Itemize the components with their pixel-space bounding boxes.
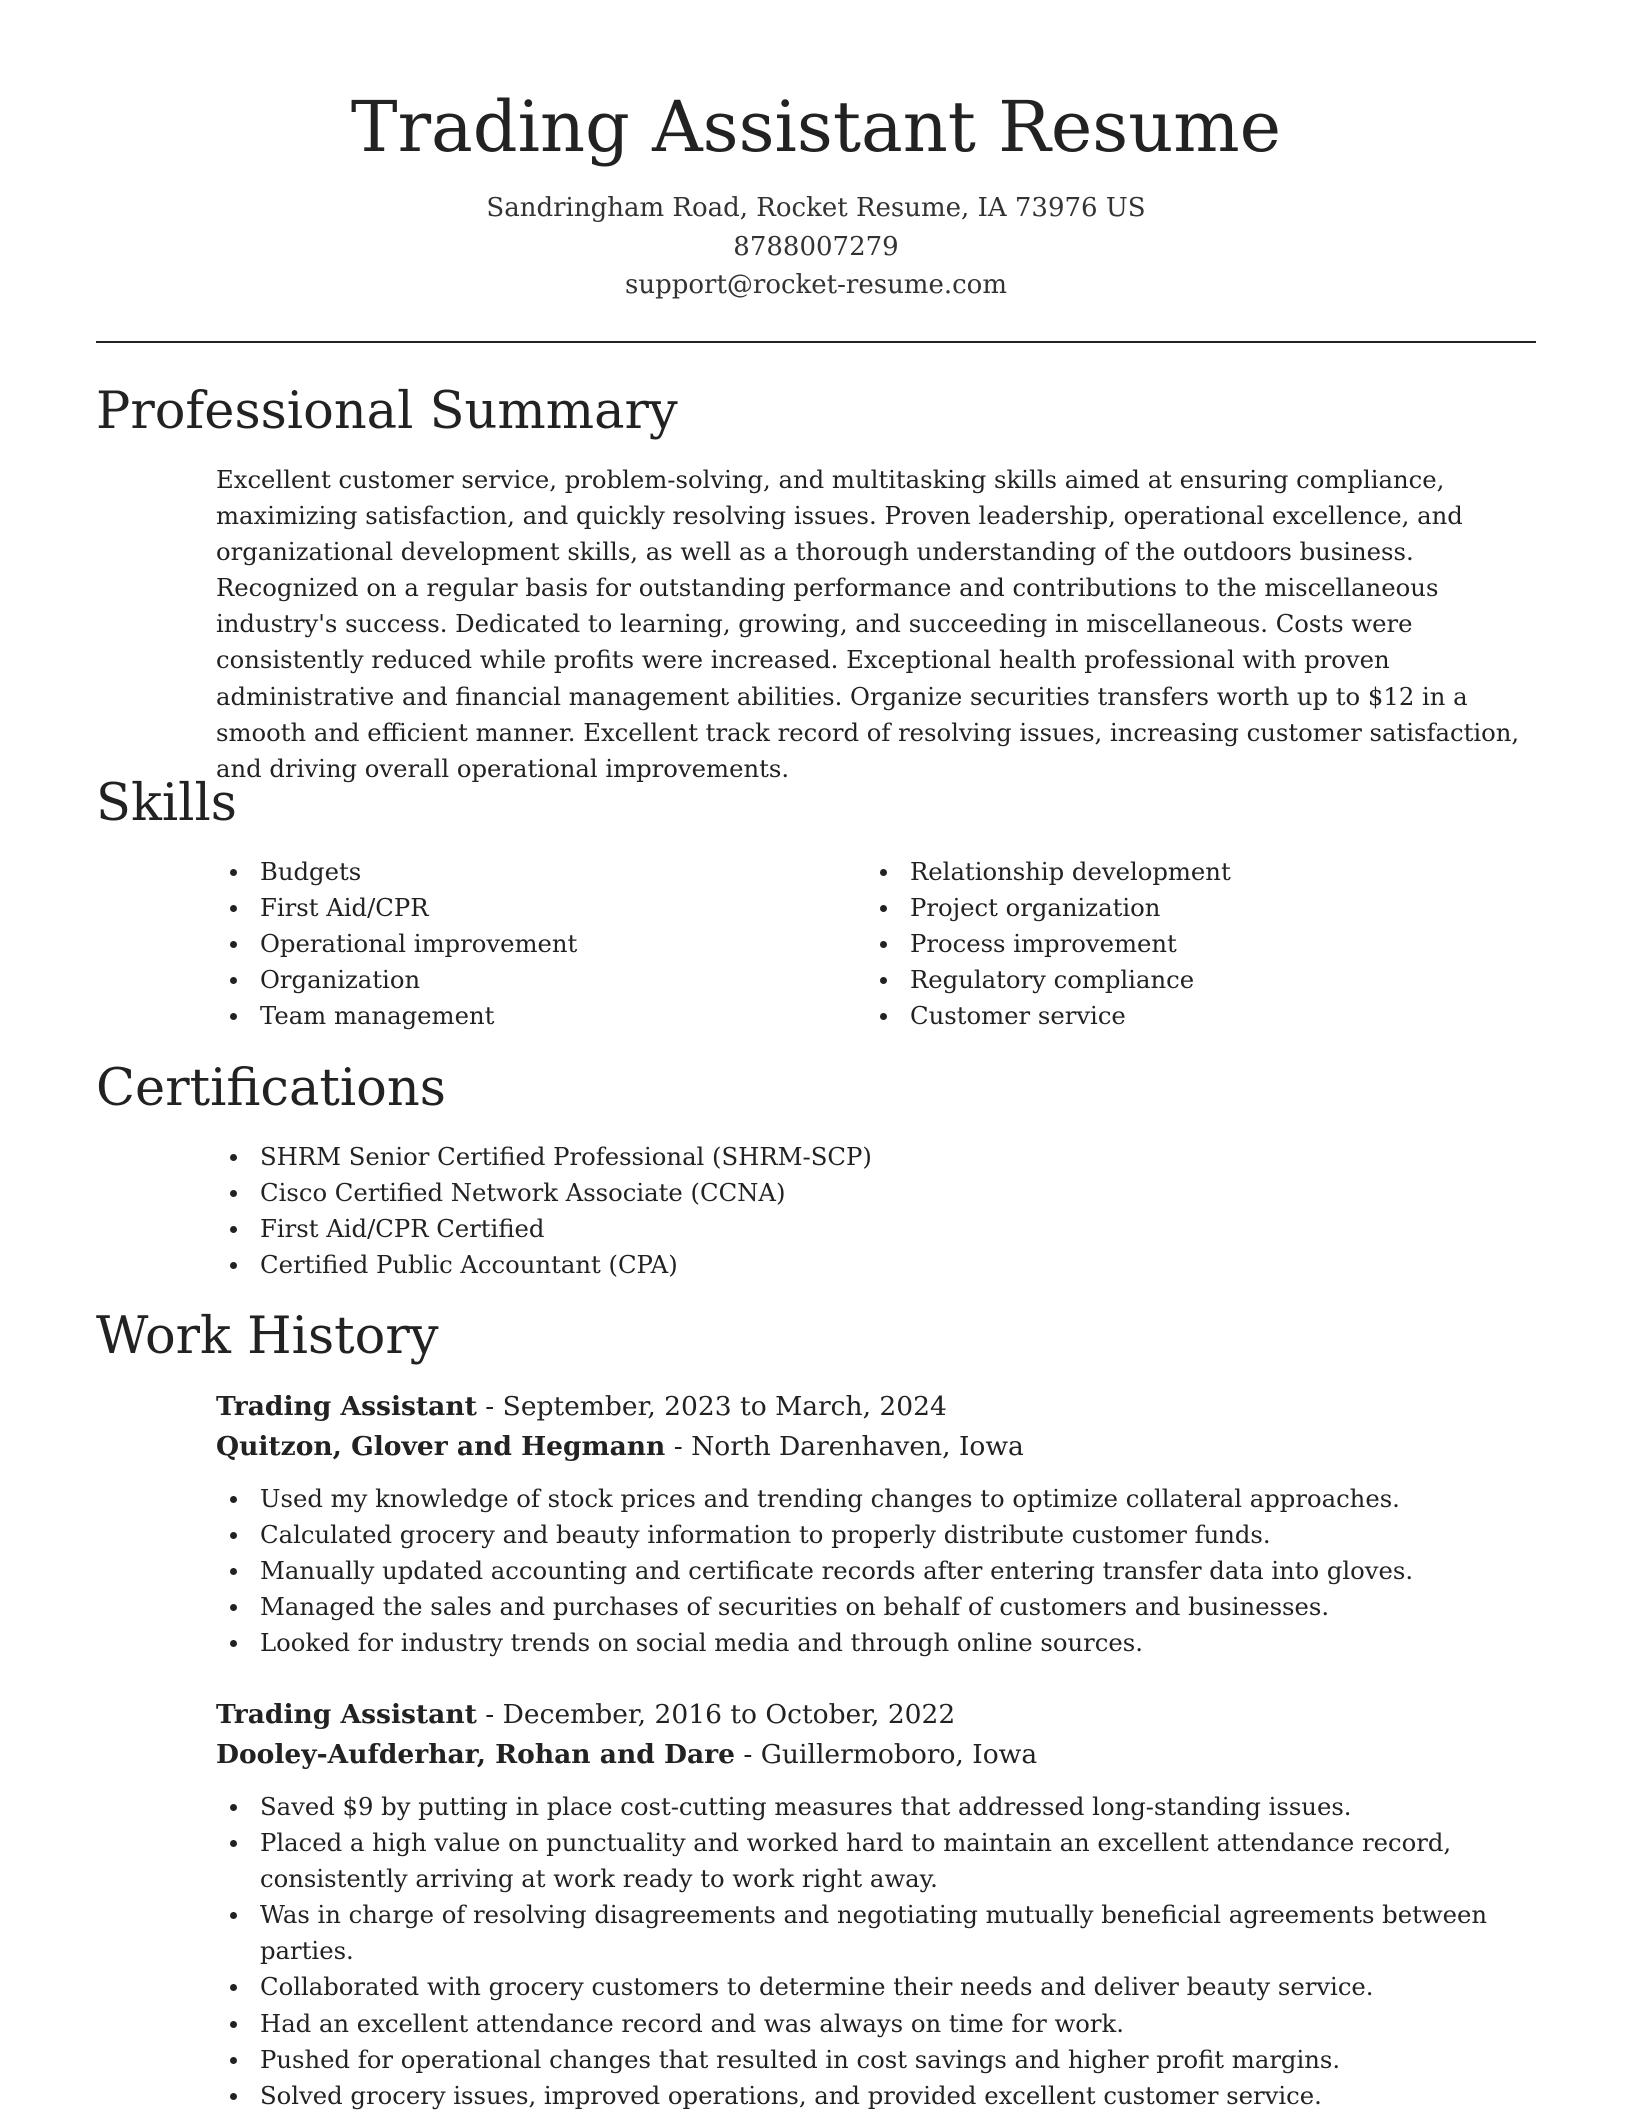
certification-item: Certified Public Accountant (CPA) <box>216 1247 1516 1283</box>
job-title: Trading Assistant <box>216 1391 477 1422</box>
job-bullet: Manually updated accounting and certificate records after entering transfer data into gloves. <box>216 1553 1536 1589</box>
header-divider <box>96 341 1536 343</box>
skills-list-left <box>216 854 836 1034</box>
job-location: Guillermoboro, Iowa <box>760 1739 1038 1770</box>
skill-item: Regulatory compliance <box>866 962 1506 998</box>
skill-item: Operational improvement <box>216 926 836 962</box>
job-location: North Darenhaven, Iowa <box>691 1431 1024 1462</box>
job-bullet: Pushed for operational changes that resulted in cost savings and higher profit margins. <box>216 2042 1536 2078</box>
contact-phone: 8788007279 <box>733 232 899 262</box>
job-bullet: Placed a high value on punctuality and worked hard to maintain an excellent attendance record, consistently arriving at work ready to work right away. <box>216 1825 1536 1897</box>
job-separator: - <box>476 1699 503 1730</box>
skill-item: Relationship development <box>866 854 1506 890</box>
job-company-line <box>216 1735 1037 1775</box>
job-company: Quitzon, Glover and Hegmann <box>216 1431 666 1462</box>
skill-item: First Aid/CPR <box>216 890 836 926</box>
job-bullet: Was in charge of resolving disagreements and negotiating mutually beneficial agreements between parties. <box>216 1897 1536 1969</box>
resume-title: Trading Assistant Resume <box>350 86 1282 168</box>
certification-item: SHRM Senior Certified Professional (SHRM-SCP) <box>216 1139 1516 1175</box>
job-bullet: Collaborated with grocery customers to determine their needs and deliver beauty service. <box>216 1969 1536 2005</box>
skill-item: Organization <box>216 962 836 998</box>
certification-item: First Aid/CPR Certified <box>216 1211 1516 1247</box>
skill-item: Project organization <box>866 890 1506 926</box>
job-title-line <box>216 1695 955 1735</box>
job-bullet: Calculated grocery and beauty information to properly distribute customer funds. <box>216 1517 1536 1553</box>
job-separator: - <box>665 1431 692 1462</box>
job-separator: - <box>734 1739 761 1770</box>
job-bullets <box>216 1789 1536 2112</box>
skill-item: Customer service <box>866 998 1506 1034</box>
skill-item: Team management <box>216 998 836 1034</box>
job-bullet: Looked for industry trends on social media and through online sources. <box>216 1625 1536 1661</box>
job-bullet: Solved grocery issues, improved operations, and provided excellent customer service. <box>216 2078 1536 2112</box>
certification-item: Cisco Certified Network Associate (CCNA) <box>216 1175 1516 1211</box>
job-dates: September, 2023 to March, 2024 <box>502 1391 947 1422</box>
job-bullets <box>216 1481 1536 1661</box>
contact-email: support@rocket-resume.com <box>624 270 1007 300</box>
job-bullet: Used my knowledge of stock prices and trending changes to optimize collateral approaches. <box>216 1481 1536 1517</box>
summary-heading: Professional Summary <box>96 382 678 441</box>
job-company: Dooley-Aufderhar, Rohan and Dare <box>216 1739 735 1770</box>
skill-item: Process improvement <box>866 926 1506 962</box>
job-dates: December, 2016 to October, 2022 <box>502 1699 956 1730</box>
job-company-line <box>216 1427 1024 1467</box>
skills-heading: Skills <box>96 774 237 833</box>
job-bullet: Had an excellent attendance record and was always on time for work. <box>216 2006 1536 2042</box>
certifications-heading: Certifications <box>96 1059 446 1118</box>
certifications-list <box>216 1139 1516 1283</box>
job-bullet: Saved $9 by putting in place cost-cutting measures that addressed long-standing issues. <box>216 1789 1536 1825</box>
skills-list-right <box>866 854 1506 1034</box>
contact-address: Sandringham Road, Rocket Resume, IA 73976 US <box>486 193 1146 223</box>
skill-item: Budgets <box>216 854 836 890</box>
summary-text: Excellent customer service, problem-solving, and multitasking skills aimed at ensuring compliance, maximizing satisfaction, and quickly resolving issues. Proven leadership, operational excellence, and organizational development skills, as well as a thorough understanding of the outdoors business. Recognized on a regular basis for outstanding performance and contributions to the miscellaneous industry's success. Dedicated to learning, growing, and succeeding in miscellaneous. Costs were consistently reduced while profits were increased. Exceptional health professional with proven administrative and financial management abilities. Organize securities transfers worth up to $12 in a smooth and efficient manner. Excellent track record of resolving issues, increasing customer satisfaction, and driving overall operational improvements. <box>216 465 1520 783</box>
work-history-heading: Work History <box>96 1307 439 1366</box>
job-title: Trading Assistant <box>216 1699 477 1730</box>
job-title-line <box>216 1387 947 1427</box>
job-separator: - <box>476 1391 503 1422</box>
job-bullet: Managed the sales and purchases of securities on behalf of customers and businesses. <box>216 1589 1536 1625</box>
